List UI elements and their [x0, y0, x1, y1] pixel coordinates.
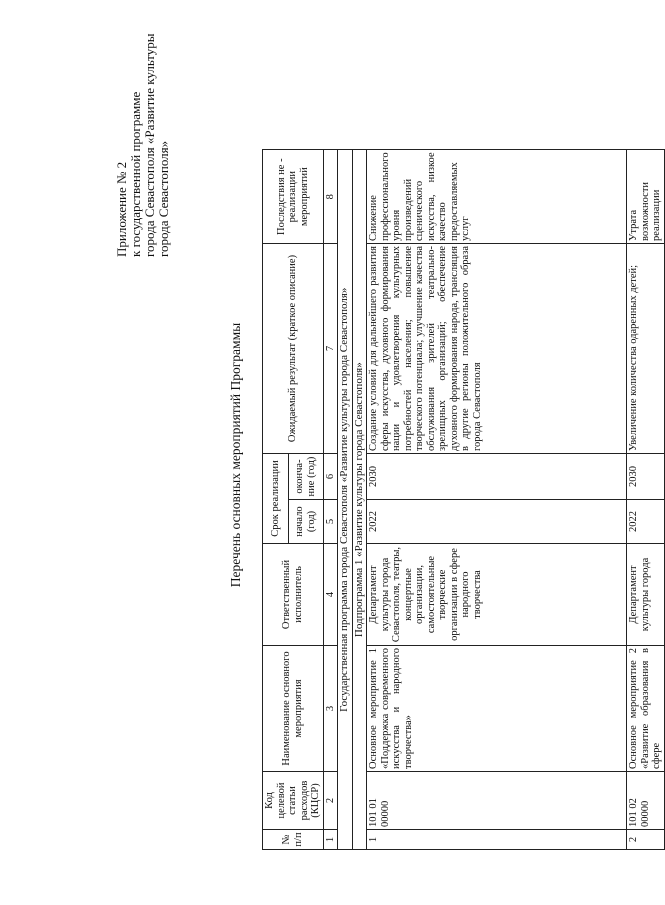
row-1-end: 2030	[367, 454, 627, 500]
row-1-name: Основное мероприятие 1 «Поддержка современного искусства и народного творчества»	[367, 646, 627, 772]
header-executor: Ответственный исполнитель	[263, 544, 324, 646]
row-2-end: 2030	[627, 454, 665, 500]
row-1-num: 1	[367, 830, 627, 850]
appendix-block	[115, 33, 171, 257]
appendix-line-3: города Севастополя «Развитие культуры	[142, 33, 157, 257]
header-consequences: Последствия не - реализации мероприятий	[263, 150, 324, 244]
appendix-line-1: Приложение № 2	[114, 161, 129, 257]
row-1-start: 2022	[367, 500, 627, 544]
appendix-line-4: города Севастополя»	[156, 140, 171, 257]
row-2-start: 2022	[627, 500, 665, 544]
row-2-result: Увеличение количества одаренных детей;	[627, 244, 665, 454]
row-2-num: 2	[627, 830, 665, 850]
table-row	[627, 150, 665, 850]
column-number-7: 7	[323, 244, 338, 454]
header-term: Срок реализации	[263, 454, 289, 544]
row-2-consequences: Утрата возможности реализации	[627, 150, 665, 244]
column-number-8: 8	[323, 150, 338, 244]
row-1-result: Создание условий для дальнейшего развития сферы искусства, духовного формирования нации и удовлетворения культурных потребностей населения; повышение творческого потенциала; улучшение качества обслуживания зрителей театрально-зрелищных организаций; обеспечение духовного формирования народа, трансляция в другие регионы положительного образа города Севастополя	[367, 244, 627, 454]
row-2-name: Основное мероприятие 2 «Развитие образования в сфере	[627, 646, 665, 772]
program-row: Государственная программа города Севастополя «Развитие культуры города Севастополя»	[338, 150, 353, 850]
header-start: начало (год)	[289, 500, 323, 544]
document-title: Перечень основных мероприятий Программы	[228, 322, 243, 588]
column-number-4: 4	[323, 544, 338, 646]
column-number-6: 6	[323, 454, 338, 500]
row-2-executor: Департамент культуры города	[627, 544, 665, 646]
header-name: Наименование основного мероприятия	[263, 646, 324, 772]
header-result: Ожидаемый результат (краткое описание)	[263, 244, 324, 454]
row-2-code: 101 02 00000	[627, 772, 665, 830]
column-number-5: 5	[323, 500, 338, 544]
header-num: № п/п	[263, 830, 324, 850]
header-code: Код целевой статьи расходов (КЦСР)	[263, 772, 324, 830]
column-number-3: 3	[323, 646, 338, 772]
row-1-executor: Департамент культуры города Севастополя, театры, концертные организации, самостоятельные творческие организации в сфере народного творчества	[367, 544, 627, 646]
column-number-2: 2	[323, 772, 338, 830]
subprogram-row: Подпрограмма 1 «Развитие культуры города Севастополя»	[352, 150, 367, 850]
measures-table	[262, 149, 665, 850]
column-number-1: 1	[323, 830, 338, 850]
appendix-line-2: к государственной программе	[128, 91, 143, 257]
row-1-consequences: Снижение профессионального уровня произведений сценического искусства, низкое качество предоставляемых услуг	[367, 150, 627, 244]
row-1-code: 101 01 00000	[367, 772, 627, 830]
header-end: оконча- ние (год)	[289, 454, 323, 500]
table-row	[367, 150, 627, 850]
